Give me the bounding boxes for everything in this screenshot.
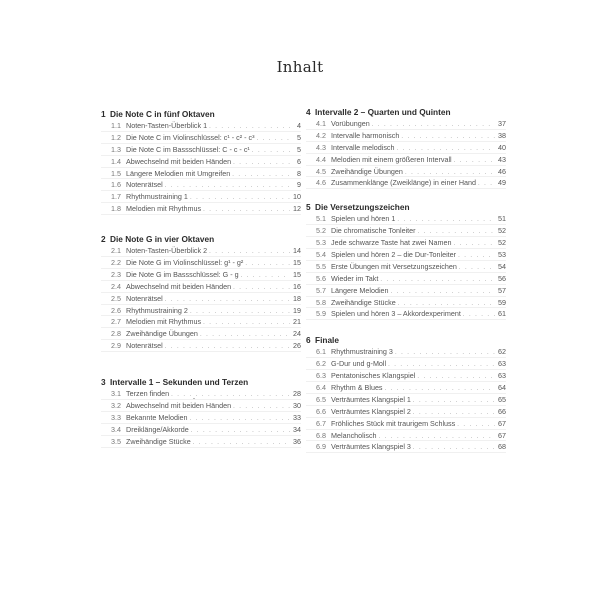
entry-page: 19 [293,305,301,315]
toc-entry[interactable] [306,394,506,406]
dot-leader [190,193,290,205]
entry-page: 61 [498,309,506,319]
entry-number: 4.2 [316,130,326,140]
entry-page: 34 [293,424,301,434]
entry-label: Terzen finden [126,389,170,399]
entry-label: Verträumtes Klangspiel 2 [331,406,411,416]
entry-number: 1.3 [111,144,121,154]
entry-label: Die chromatische Tonleiter [331,226,416,236]
entry-number: 4.6 [316,178,326,188]
toc-entry[interactable] [101,340,301,352]
entry-number: 5.3 [316,238,326,248]
entry-page: 46 [498,166,506,176]
chapter-1 [101,108,301,215]
toc-entry[interactable] [306,261,506,273]
entry-number: 2.4 [111,281,121,291]
entry-label: Intervalle melodisch [331,142,395,152]
dot-leader [241,271,290,283]
dot-leader [391,287,495,299]
entry-number: 5.4 [316,250,326,260]
toc-entry[interactable] [101,293,301,305]
spacer [306,189,506,201]
toc-entry[interactable] [101,203,301,215]
entry-number: 4.4 [316,154,326,164]
toc-entry[interactable] [101,191,301,203]
chapter-title[interactable] [306,201,506,213]
chapter-label: Die Note C in fünf Oktaven [110,109,215,119]
dot-leader [380,275,495,287]
chapter-6 [306,334,506,453]
entry-label: Pentatonisches Klangspiel [331,371,416,381]
toc-entry[interactable] [101,156,301,168]
entry-page: 57 [498,285,506,295]
entry-label: Notenrätsel [126,293,163,303]
toc-entry[interactable] [306,285,506,297]
chapter-2 [101,233,301,352]
entry-label: G-Dur und g-Moll [331,359,387,369]
chapter-number: 3 [101,377,106,388]
dot-leader [457,420,495,432]
toc-entry[interactable] [101,168,301,180]
entry-label: Die Note C im Violinschlüssel: c¹ - c² - c³ [126,132,255,142]
entry-page: 18 [293,293,301,303]
entry-page: 67 [498,418,506,428]
entry-page: 15 [293,258,301,268]
entry-label: Zweihändige Übungen [126,329,198,339]
entry-number: 2.2 [111,258,121,268]
toc-entry[interactable] [306,273,506,285]
entry-page: 65 [498,394,506,404]
toc-entry[interactable] [306,249,506,261]
dot-leader [191,426,290,438]
toc-entry[interactable] [306,308,506,320]
toc-entry[interactable] [101,281,301,293]
toc-entry[interactable] [101,388,301,400]
toc-entry[interactable] [306,154,506,166]
dot-leader [245,259,290,271]
dot-leader [203,205,290,217]
entry-label: Noten-Tasten-Überblick 2 [126,246,208,256]
chapter-label: Intervalle 1 – Sekunden und Terzen [110,377,249,388]
dot-leader [190,307,290,319]
dot-leader [233,283,290,295]
entry-label: Melodien mit Rhythmus [126,204,202,214]
entry-page: 56 [498,273,506,283]
chapter-number: 5 [306,202,311,213]
chapter-5 [306,201,506,320]
toc-entry[interactable] [306,441,506,453]
entry-page: 66 [498,406,506,416]
chapter-label: Die Note G in vier Oktaven [110,234,215,245]
dot-leader [256,134,290,146]
entry-label: Intervalle harmonisch [331,130,400,140]
toc-entry[interactable] [101,400,301,412]
entry-number: 4.3 [316,142,326,152]
dot-leader [233,158,290,170]
chapter-label: Die Versetzungszeichen [315,202,410,213]
entry-page: 30 [293,401,301,411]
entry-label: Wieder im Takt [331,273,379,283]
entry-label: Verträumtes Klangspiel 3 [331,442,411,452]
entry-label: Zusammenklänge (Zweiklänge) in einer Hand [331,178,477,188]
entry-number: 5.1 [316,214,326,224]
toc-entry[interactable] [306,142,506,154]
entry-page: 37 [498,119,506,128]
entry-number: 6.8 [316,430,326,440]
toc-entry[interactable] [101,120,301,132]
chapter-number: 4 [306,107,311,117]
dot-leader [165,342,290,354]
toc-entry[interactable] [306,225,506,237]
entry-number: 6.6 [316,406,326,416]
entry-label: Dreiklänge/Akkorde [126,424,189,434]
entry-label: Notenrätsel [126,341,163,351]
page-title: Inhalt [276,58,324,76]
toc-entry[interactable] [306,166,506,178]
chapter-title[interactable] [306,334,506,346]
entry-number: 2.8 [111,329,121,339]
entry-label: Abwechselnd mit beiden Händen [126,156,232,166]
entry-number: 3.5 [111,436,121,446]
entry-number: 6.9 [316,442,326,452]
chapter-number: 1 [101,109,106,119]
entry-number: 5.8 [316,297,326,307]
entry-number: 5.6 [316,273,326,283]
entry-label: Melodien mit Rhythmus [126,317,202,327]
toc-entry[interactable] [306,358,506,370]
chapter-title[interactable] [101,233,301,245]
entry-page: 62 [498,347,506,357]
entry-number: 2.3 [111,269,121,279]
entry-number: 6.3 [316,371,326,381]
dot-leader [193,438,290,450]
entry-page: 54 [498,261,506,271]
entry-page: 53 [498,250,506,260]
entry-page: 14 [293,246,301,256]
entry-page: 12 [293,204,301,214]
entry-number: 6.4 [316,383,326,393]
entry-label: Längere Melodien mit Umgreifen [126,168,231,178]
entry-page: 4 [297,121,301,130]
toc-entry[interactable] [101,436,301,448]
entry-page: 51 [498,214,506,224]
entry-label: Rhythmustraining 1 [126,192,188,202]
entry-label: Spielen und hören 3 – Akkordexperiment [331,309,461,319]
entry-label: Fröhliches Stück mit traurigem Schluss [331,418,456,428]
entry-page: 59 [498,297,506,307]
entry-label: Längere Melodien [331,285,389,295]
entry-label: Zweihändige Stücke [331,297,396,307]
entry-number: 2.5 [111,293,121,303]
entry-label: Die Note G im Bassschlüssel: G - g [126,269,239,279]
entry-label: Rhythm & Blues [331,383,383,393]
entry-label: Melodien mit einem größeren Intervall [331,154,452,164]
entry-label: Erste Übungen mit Versetzungszeichen [331,261,457,271]
spacer [101,215,301,233]
entry-number: 5.7 [316,285,326,295]
entry-page: 49 [498,178,506,188]
chapter-title[interactable] [306,106,506,118]
dot-leader [417,372,495,384]
chapter-number: 2 [101,234,106,245]
dot-leader [395,348,495,360]
chapter-number: 6 [306,335,311,346]
toc-entry[interactable] [306,297,506,309]
entry-page: 64 [498,383,506,393]
dot-leader [413,443,495,455]
entry-number: 5.9 [316,309,326,319]
entry-label: Abwechselnd mit beiden Händen [126,401,232,411]
entry-page: 38 [498,130,506,140]
entry-label: Jede schwarze Taste hat zwei Namen [331,238,452,248]
entry-number: 6.2 [316,359,326,369]
entry-label: Rhythmustraining 2 [126,305,188,315]
dot-leader [463,310,495,322]
entry-number: 2.9 [111,341,121,351]
dot-leader [252,146,290,158]
dot-leader [401,132,495,144]
entry-number: 3.1 [111,389,121,399]
entry-number: 3.2 [111,401,121,411]
toc-entry[interactable] [101,257,301,269]
chapter-title[interactable] [101,108,301,120]
dot-leader [454,156,495,168]
entry-number: 4.1 [316,119,326,128]
dot-leader [454,239,495,251]
toc-entry[interactable] [101,316,301,328]
toc-entry[interactable] [306,346,506,358]
dot-leader [233,402,290,414]
entry-label: Noten-Tasten-Überblick 1 [126,121,208,130]
entry-number: 5.5 [316,261,326,271]
toc-entry[interactable] [306,177,506,189]
entry-label: Vorübungen [331,119,370,128]
entry-label: Notenrätsel [126,180,163,190]
entry-page: 43 [498,154,506,164]
toc-entry[interactable] [101,305,301,317]
entry-page: 68 [498,442,506,452]
entry-number: 4.5 [316,166,326,176]
chapter-label: Finale [315,335,339,346]
entry-page: 6 [297,156,301,166]
entry-page: 63 [498,371,506,381]
toc-left-column [101,108,301,448]
entry-page: 10 [293,192,301,202]
dot-leader [413,396,495,408]
entry-page: 52 [498,226,506,236]
entry-page: 28 [293,389,301,399]
entry-number: 2.6 [111,305,121,315]
spacer [101,352,301,376]
entry-number: 3.4 [111,424,121,434]
toc-entry[interactable] [306,130,506,142]
spacer [306,320,506,334]
entry-page: 52 [498,238,506,248]
entry-number: 2.7 [111,317,121,327]
entry-label: Abwechselnd mit beiden Händen [126,281,232,291]
entry-number: 2.1 [111,246,121,256]
entry-number: 3.3 [111,412,121,422]
dot-leader [203,318,290,330]
chapter-4 [306,106,506,189]
entry-page: 5 [297,132,301,142]
toc-entry[interactable] [101,179,301,191]
entry-number: 1.8 [111,204,121,214]
entry-number: 1.6 [111,180,121,190]
toc-entry[interactable] [101,328,301,340]
dot-leader [190,414,290,426]
entry-label: Spielen und hören 1 [331,214,396,224]
toc-right-column [306,106,506,453]
dot-leader [458,251,495,263]
toc-entry[interactable] [306,430,506,442]
entry-number: 5.2 [316,226,326,236]
entry-number: 1.2 [111,132,121,142]
entry-label: Die Note G im Violinschlüssel: g¹ - g² [126,258,244,268]
entry-number: 1.7 [111,192,121,202]
entry-label: Rhythmustraining 3 [331,347,393,357]
toc-entry[interactable] [101,424,301,436]
entry-label: Zweihändige Stücke [126,436,191,446]
entry-label: Melancholisch [331,430,377,440]
entry-page: 63 [498,359,506,369]
dot-leader [478,179,495,191]
entry-page: 67 [498,430,506,440]
toc-entry[interactable] [306,237,506,249]
entry-page: 15 [293,269,301,279]
entry-number: 1.4 [111,156,121,166]
entry-page: 36 [293,436,301,446]
entry-number: 1.5 [111,168,121,178]
entry-page: 8 [297,168,301,178]
print-speck [193,398,195,399]
entry-label: Bekannte Melodien [126,412,188,422]
entry-label: Die Note C im Bassschlüssel: C - c - c¹ [126,144,250,154]
toc-entry[interactable] [101,412,301,424]
entry-number: 6.7 [316,418,326,428]
entry-label: Zweihändige Übungen [331,166,403,176]
entry-page: 16 [293,281,301,291]
toc-entry[interactable] [306,370,506,382]
entry-page: 33 [293,412,301,422]
entry-number: 6.1 [316,347,326,357]
entry-label: Verträumtes Klangspiel 1 [331,394,411,404]
entry-page: 26 [293,341,301,351]
toc-entry[interactable] [306,213,506,225]
toc-entry[interactable] [101,245,301,257]
toc-entry[interactable] [306,382,506,394]
toc-entry[interactable] [101,144,301,156]
toc-entry[interactable] [306,406,506,418]
entry-number: 1.1 [111,121,121,130]
toc-entry[interactable] [101,132,301,144]
dot-leader [232,170,290,182]
entry-number: 6.5 [316,394,326,404]
toc-entry[interactable] [306,118,506,130]
entry-page: 9 [297,180,301,190]
entry-page: 21 [293,317,301,327]
toc-entry[interactable] [101,269,301,281]
entry-page: 40 [498,142,506,152]
chapter-title[interactable] [101,376,301,388]
chapter-3 [101,376,301,447]
dot-leader [459,263,495,275]
entry-label: Spielen und hören 2 – die Dur-Tonleiter [331,250,457,260]
chapter-label: Intervalle 2 – Quarten und Quinten [315,107,451,117]
toc-entry[interactable] [306,418,506,430]
dot-leader [200,330,290,342]
entry-page: 24 [293,329,301,339]
entry-page: 5 [297,144,301,154]
